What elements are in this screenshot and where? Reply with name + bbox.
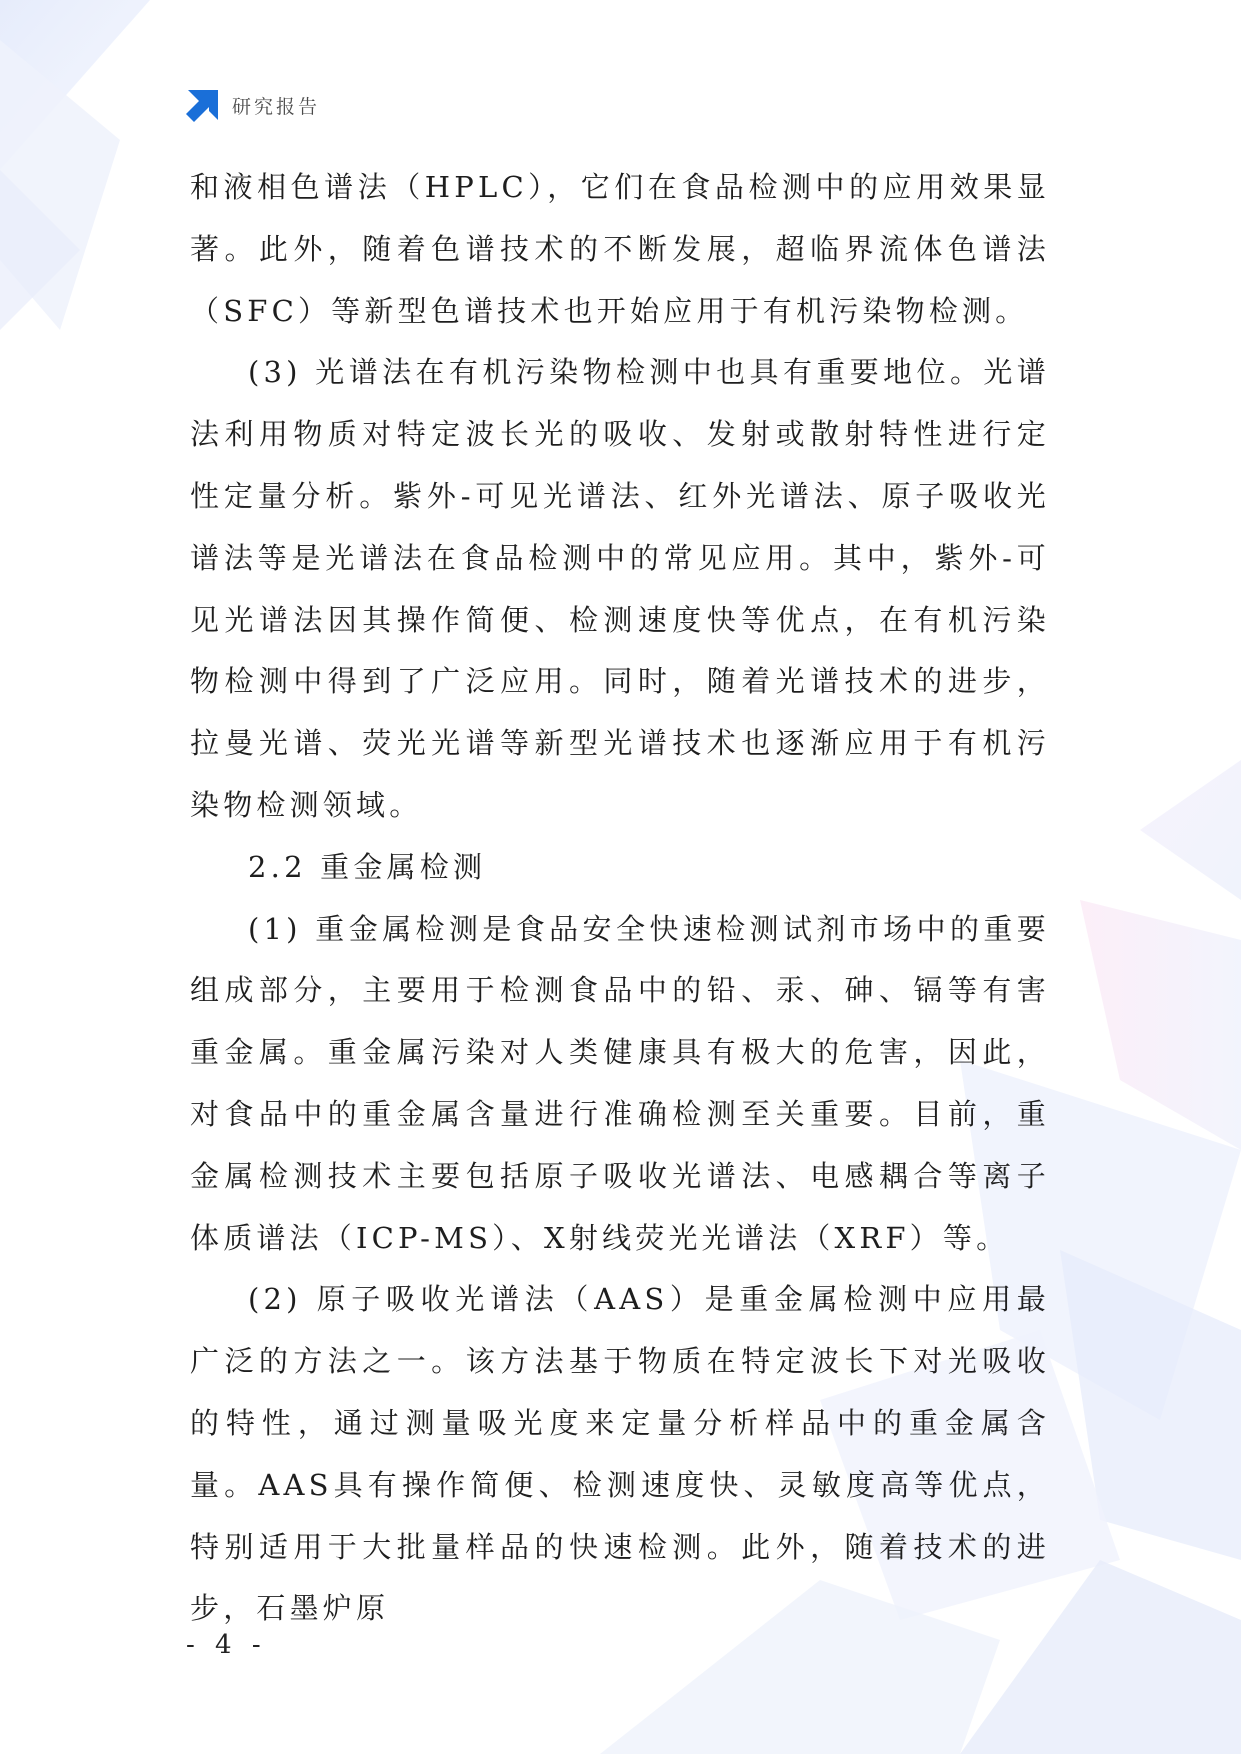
- paragraph-heavy-metal-intro: (1) 重金属检测是食品安全快速检测试剂市场中的重要组成部分，主要用于检测食品中的铅、汞、砷、镉等有害重金属。重金属污染对人类健康具有极大的危害，因此，对食品中的重金属含量进行准确检测至关重要。目前，重金属检测技术主要包括原子吸收光谱法、电感耦合等离子体质谱法（ICP-MS）、X射线荧光光谱法（XRF）等。: [190, 911, 1050, 1255]
- header-title: 研究报告: [232, 95, 321, 118]
- section-heading-heavy-metal: 2.2 重金属检测: [248, 849, 487, 884]
- report-header: [186, 88, 320, 122]
- page-number: - 4 -: [186, 1630, 267, 1660]
- document-body: [190, 157, 1050, 1640]
- paragraph-chromatography-continued: 和液相色谱法（HPLC），它们在食品检测中的应用效果显著。此外，随着色谱技术的不断发展，超临界流体色谱法（SFC）等新型色谱技术也开始应用于有机污染物检测。: [190, 170, 1050, 328]
- paragraph-aas: (2) 原子吸收光谱法（AAS）是重金属检测中应用最广泛的方法之一。该方法基于物质在特定波长下对光吸收的特性，通过测量吸光度来定量分析样品中的重金属含量。AAS具有操作简便、检测速度快、灵敏度高等优点，特别适用于大批量样品的快速检测。此外，随着技术的进步，石墨炉原: [190, 1282, 1050, 1626]
- arrow-up-right-icon: [186, 88, 220, 122]
- paragraph-spectroscopy: (3) 光谱法在有机污染物检测中也具有重要地位。光谱法利用物质对特定波长光的吸收、发射或散射特性进行定性定量分析。紫外-可见光谱法、红外光谱法、原子吸收光谱法等是光谱法在食品检测中的常见应用。其中，紫外-可见光谱法因其操作简便、检测速度快等优点，在有机污染物检测中得到了广泛应用。同时，随着光谱技术的进步，拉曼光谱、荧光光谱等新型光谱技术也逐渐应用于有机污染物检测领域。: [190, 355, 1050, 822]
